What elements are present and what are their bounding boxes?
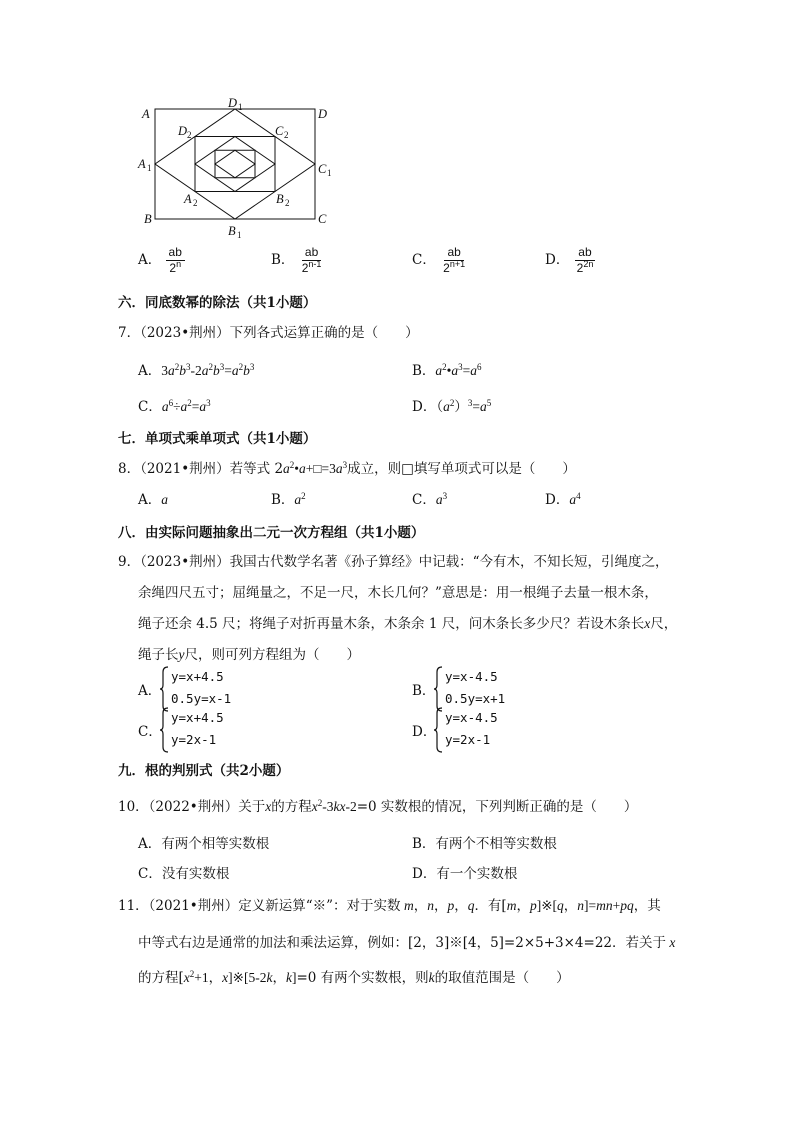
q7-option-c: C．$a^6\div a^2=a^3$ bbox=[138, 398, 211, 415]
label-A2: A bbox=[184, 192, 192, 206]
label-C: C bbox=[318, 212, 327, 226]
q6-option-a: A． $\frac{ab}{2^n}$ bbox=[138, 245, 185, 276]
label-D2: D bbox=[178, 124, 188, 138]
q9-option-c: C． y=x+4.5 y=2x-1 bbox=[138, 707, 258, 753]
q8-option-a: A．a bbox=[138, 492, 168, 508]
svg-text:2: 2 bbox=[284, 130, 289, 140]
q9-option-a: A． y=x+4.5 0.5y=x-1 bbox=[138, 666, 258, 712]
nested-rectangles-figure bbox=[130, 95, 350, 245]
q8-option-d: D．$a^4$ bbox=[545, 491, 581, 508]
svg-text:2: 2 bbox=[187, 130, 192, 140]
q8-option-c: C．$a^3$ bbox=[412, 491, 448, 508]
svg-text:1: 1 bbox=[238, 102, 243, 112]
q9-line-1: 9．（2023•荆州）我国古代数学名著《孙子算经》中记载：“今有木，不知长短，引绳度之， bbox=[118, 554, 669, 570]
q10-stem: 10．（2022•荆州）关于x的方程$x^2-3kx-2=0$ 实数根的情况，下列判断正确的是（ ） bbox=[118, 798, 638, 815]
section-8-heading: 八．由实际问题抽象出二元一次方程组（共1小题） bbox=[118, 525, 425, 541]
label-D: D bbox=[318, 107, 328, 121]
section-7-heading: 七．单项式乘单项式（共1小题） bbox=[118, 431, 317, 447]
svg-text:1: 1 bbox=[237, 230, 242, 240]
q9-line-3: 绳子还余 4.5 尺；将绳子对折再量木条，木条余 1 尺，问木条长多少尺？若设木条长x尺， bbox=[138, 616, 678, 632]
q10-option-b: B．有两个不相等实数根 bbox=[412, 836, 557, 852]
q9-option-d: D． y=x-4.5 y=2x-1 bbox=[412, 707, 532, 753]
section-6-heading: 六．同底数幂的除法（共1小题） bbox=[118, 295, 317, 311]
q9-option-b: B． y=x-4.5 0.5y=x+1 bbox=[412, 666, 532, 712]
label-A: A bbox=[142, 107, 150, 121]
svg-text:1: 1 bbox=[147, 163, 152, 173]
label-A1: A bbox=[138, 157, 146, 171]
q9-line-4: 绳子长y尺，则可列方程组为（ ） bbox=[138, 647, 360, 663]
label-B: B bbox=[144, 212, 152, 226]
q8-stem: 8．（2021•荆州）若等式 $2a^2•a+□=3a^3$成立，则□填写单项式可以是（ ） bbox=[118, 460, 576, 477]
q9-line-2: 余绳四尺五寸；屈绳量之，不足一尺，木长几何？”意思是：用一根绳子去量一根木条， bbox=[138, 585, 658, 601]
q11-line-1: 11．（2021•荆州）定义新运算“※”：对于实数 m，n，p，q．有[m，p]※[q，n]=mn+pq，其 bbox=[118, 898, 661, 914]
q7-option-a: A．$3a^2b^3-2a^2b^3=a^2b^3$ bbox=[138, 362, 255, 379]
q10-option-a: A．有两个相等实数根 bbox=[138, 836, 270, 852]
q7-stem: 7．（2023•荆州）下列各式运算正确的是（ ） bbox=[118, 325, 419, 341]
q6-option-d: D． $\frac{ab}{2^{2n}}$ bbox=[545, 245, 594, 275]
q11-line-2: 中等式右边是通常的加法和乘法运算，例如：[2，3]※[4，5]=2×5+3×4=22．若关于 x bbox=[138, 935, 676, 951]
svg-text:2: 2 bbox=[193, 198, 198, 208]
svg-text:2: 2 bbox=[285, 198, 290, 208]
q8-option-b: B．$a^2$ bbox=[271, 491, 306, 508]
q10-option-c: C．没有实数根 bbox=[138, 866, 230, 882]
label-C1: C bbox=[318, 162, 327, 176]
svg-text:1: 1 bbox=[327, 168, 332, 178]
label-B2: B bbox=[276, 192, 284, 206]
q6-option-c: C． $\frac{ab}{2^{n+1}}$ bbox=[412, 245, 466, 275]
q7-option-b: B．$a^2•a^3=a^6$ bbox=[412, 362, 482, 379]
section-9-heading: 九．根的判别式（共2小题） bbox=[118, 763, 290, 779]
label-B1: B bbox=[228, 224, 236, 238]
q7-option-d: D．$(a^2)^3=a^5$ bbox=[412, 398, 492, 415]
q11-line-3: 的方程[$x^2+1$，x]※[5-2k，k]=0 有两个实数根，则k的取值范围是（ ） bbox=[138, 969, 570, 986]
label-D1: D bbox=[228, 96, 238, 110]
q6-option-b: B． $\frac{ab}{2^{n-1}}$ bbox=[271, 245, 322, 275]
label-C2: C bbox=[275, 124, 284, 138]
q10-option-d: D．有一个实数根 bbox=[412, 866, 518, 882]
